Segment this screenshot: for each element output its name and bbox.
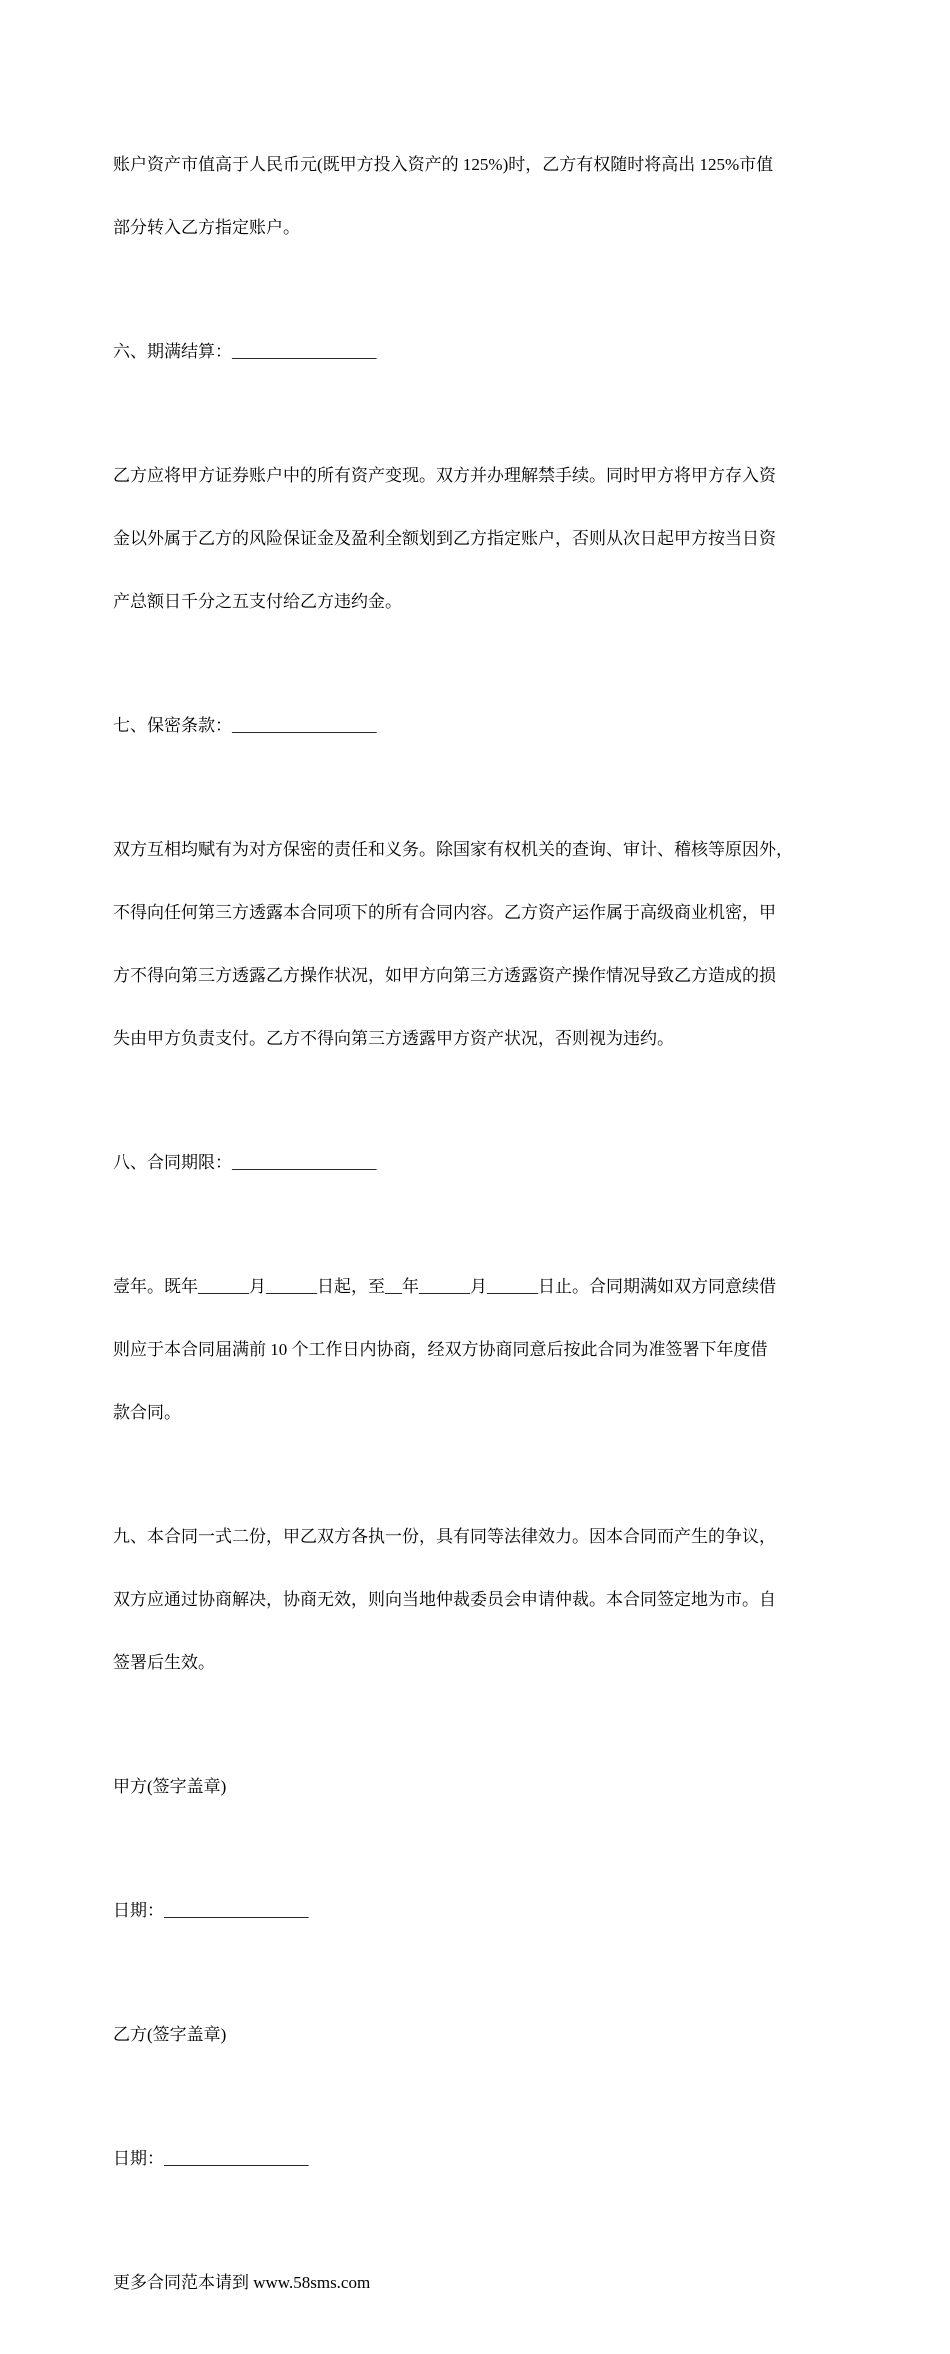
text-line: 金以外属于乙方的风险保证金及盈利全额划到乙方指定账户，否则从次日起甲方按当日资 bbox=[113, 529, 776, 548]
text-line: 乙方(签字盖章) bbox=[113, 2025, 227, 2044]
text-line: 壹年。既年______月______日起，至__年______月______日止。合同期满如双方同意续借 bbox=[113, 1277, 776, 1296]
clause-seven-body bbox=[113, 797, 853, 1091]
clause-six-heading bbox=[113, 299, 853, 404]
clause-seven-heading bbox=[113, 673, 853, 778]
party-a-date bbox=[113, 1858, 853, 1963]
text-line: 甲方(签字盖章) bbox=[113, 1777, 227, 1796]
text-line: 七、保密条款：_________________ bbox=[113, 716, 377, 735]
clause-five-continued bbox=[113, 112, 853, 280]
text-line: 则应于本合同届满前 10 个工作日内协商，经双方协商同意后按此合同为准签署下年度借 bbox=[113, 1340, 768, 1359]
clause-eight-body bbox=[113, 1234, 853, 1465]
text-line: 账户资产市值高于人民币元(既甲方投入资产的 125%)时，乙方有权随时将高出 125%市值 bbox=[113, 155, 774, 174]
party-b-date bbox=[113, 2106, 853, 2211]
text-line: 双方互相均赋有为对方保密的责任和义务。除国家有权机关的查询、审计、稽核等原因外， bbox=[113, 840, 793, 859]
text-line: 产总额日千分之五支付给乙方违约金。 bbox=[113, 592, 402, 611]
clause-six-body bbox=[113, 423, 853, 654]
text-line: 方不得向第三方透露乙方操作状况，如甲方向第三方透露资产操作情况导致乙方造成的损 bbox=[113, 966, 776, 985]
text-line: 款合同。 bbox=[113, 1403, 181, 1422]
text-line: 部分转入乙方指定账户。 bbox=[113, 218, 300, 237]
text-line: 双方应通过协商解决，协商无效，则向当地仲裁委员会申请仲裁。本合同签定地为市。自 bbox=[113, 1590, 776, 1609]
text-line: 日期：_________________ bbox=[113, 2149, 309, 2168]
footer-note bbox=[113, 2230, 853, 2335]
text-line: 更多合同范本请到 www.58sms.com bbox=[113, 2273, 371, 2292]
document-page bbox=[113, 112, 853, 2354]
clause-nine bbox=[113, 1484, 853, 1715]
text-line: 失由甲方负责支付。乙方不得向第三方透露甲方资产状况，否则视为违约。 bbox=[113, 1029, 674, 1048]
text-line: 九、本合同一式二份，甲乙双方各执一份，具有同等法律效力。因本合同而产生的争议， bbox=[113, 1527, 776, 1546]
clause-eight-heading bbox=[113, 1110, 853, 1215]
text-line: 乙方应将甲方证券账户中的所有资产变现。双方并办理解禁手续。同时甲方将甲方存入资 bbox=[113, 466, 776, 485]
text-line: 签署后生效。 bbox=[113, 1653, 215, 1672]
party-b-signature bbox=[113, 1982, 853, 2087]
text-line: 六、期满结算：_________________ bbox=[113, 342, 377, 361]
text-line: 日期：_________________ bbox=[113, 1901, 309, 1920]
party-a-signature bbox=[113, 1734, 853, 1839]
text-line: 不得向任何第三方透露本合同项下的所有合同内容。乙方资产运作属于高级商业机密，甲 bbox=[113, 903, 776, 922]
text-line: 八、合同期限：_________________ bbox=[113, 1153, 377, 1172]
